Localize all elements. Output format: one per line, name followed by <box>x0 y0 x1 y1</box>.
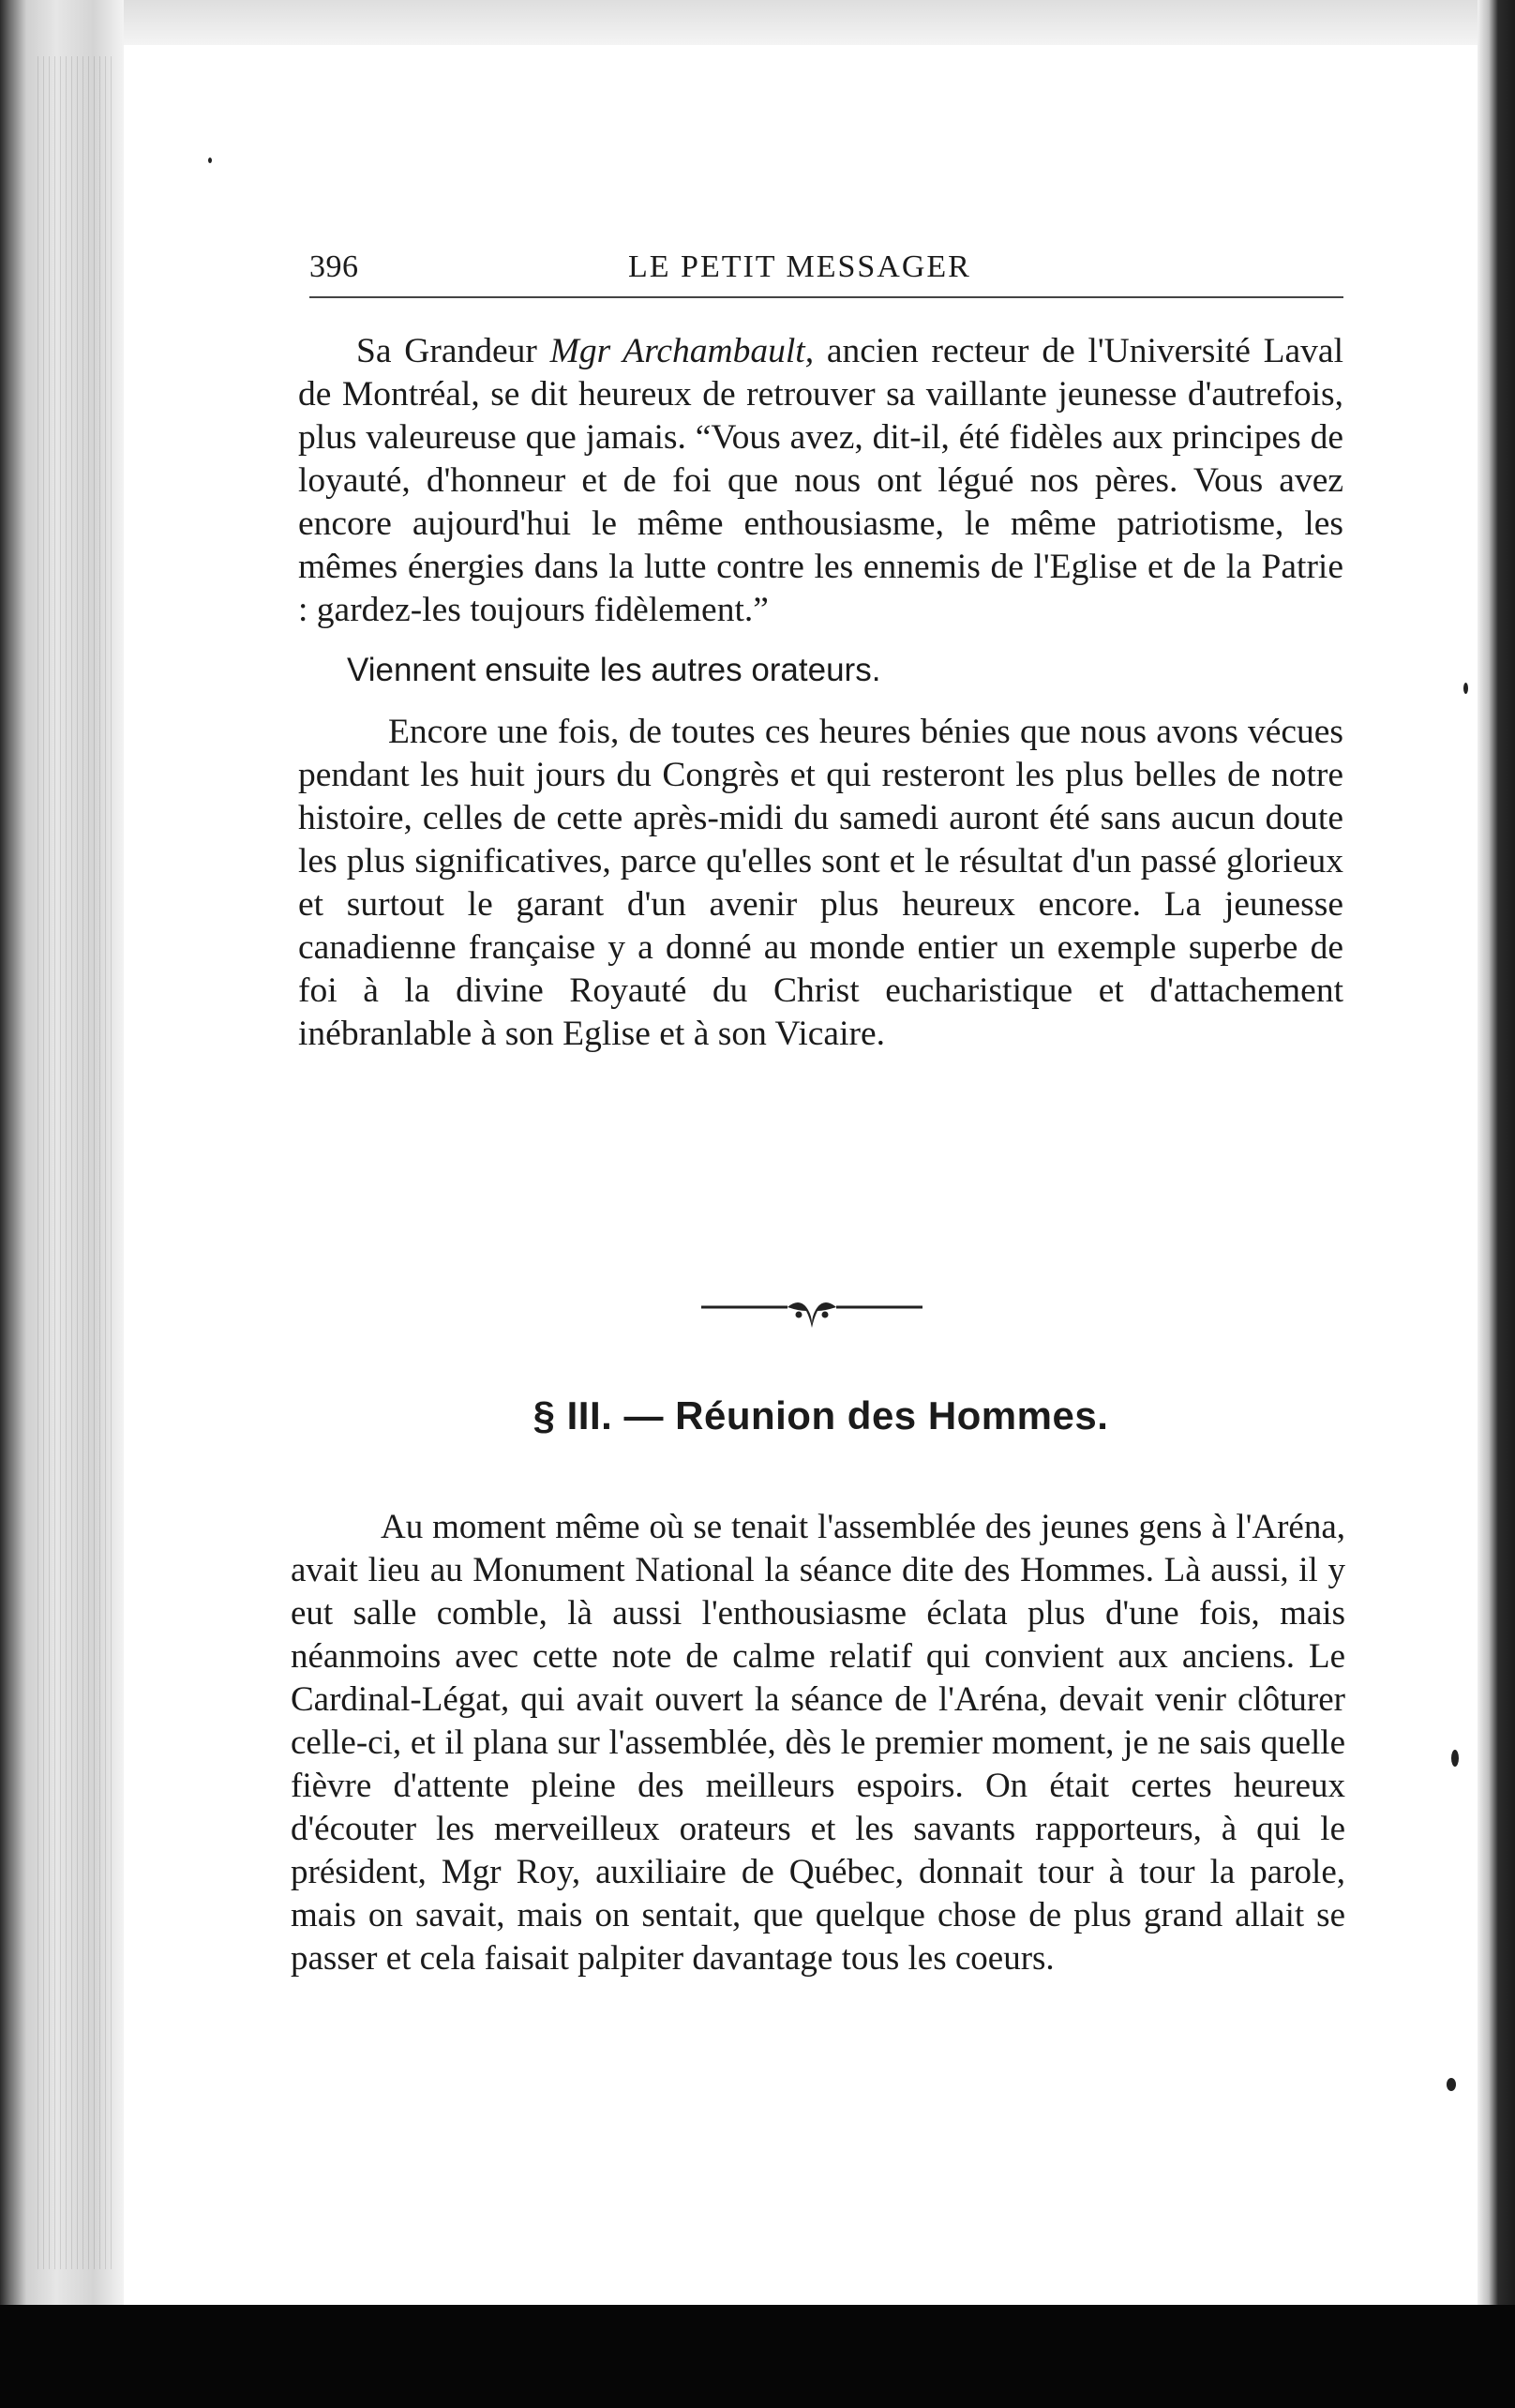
paragraph-lead: Sa Grandeur <box>356 332 550 370</box>
scan-speck <box>1463 683 1468 694</box>
page-number: 396 <box>309 249 359 284</box>
scan-speck <box>1447 2078 1456 2091</box>
fleuron-divider-icon <box>698 1290 926 1332</box>
body-text <box>298 330 1343 1056</box>
book-top-edge <box>124 0 1515 45</box>
book-right-edge <box>1478 0 1515 2408</box>
running-title: LE PETIT MESSAGER <box>628 249 971 284</box>
scan-speck <box>1451 1750 1459 1767</box>
running-head <box>309 242 1343 298</box>
section-body-text <box>291 1506 1345 1980</box>
scan-speck <box>208 158 212 163</box>
paragraph-orateurs: Viennent ensuite les autres orateurs. <box>347 652 881 688</box>
speaker-name: Mgr Archambault, <box>549 332 815 370</box>
paragraph-rest: ancien recteur de l'Université Laval de Montréal, se dit heureux de retrouver sa vaillante jeunesse d'autrefois, plus valeureuse que jamais. “Vous avez, dit-il, été fidèles aux principes de loyauté, d'honneur et de foi que nous ont légué nos pères. Vous avez encore aujourd'hui le même enthousiasme, le même patriotisme, les mêmes énergies dans la lutte contre les ennemis de l'Eglise et de la Patrie : gardez-les toujours fidèlement.” <box>298 332 1343 629</box>
section-heading: § III. — Réunion des Hommes. <box>532 1393 1109 1437</box>
paragraph-encore: Encore une fois, de toutes ces heures bénies que nous avons vécues pendant les huit jours du Congrès et qui resteront les plus belles de notre histoire, celles de cette après-midi du samedi auront été sans aucun doute les plus significatives, parce qu'elles sont et le résultat d'un passé glorieux et surtout le garant d'un avenir plus heureux encore. La jeunesse canadienne française y a donné au monde entier un exemple superbe de foi à la divine Royauté du Christ eucharistique et d'attachement inébranlable à son Eglise et à son Vicaire. <box>298 713 1343 1053</box>
scan-bottom-band <box>0 2305 1515 2408</box>
paragraph-reunion-hommes: Au moment même où se tenait l'assemblée des jeunes gens à l'Aréna, avait lieu au Monument National la séance dite des Hommes. Là aussi, il y eut salle comble, là aussi l'enthousiasme éclata plus d'une fois, mais néanmoins avec cette note de calme relatif qui convient aux anciens. Le Cardinal-Légat, qui avait ouvert la séance de l'Aréna, devait venir clôturer celle-ci, et il plana sur l'assemblée, dès le premier moment, je ne sais quelle fièvre d'attente pleine des meilleurs espoirs. On était certes heureux d'écouter les merveilleux orateurs et les savants rapporteurs, à qui le président, Mgr Roy, auxiliaire de Québec, donnait tour à tour la parole, mais on savait, mais on sentait, que quelque chose de plus grand allait se passer et cela faisait palpiter davantage tous les coeurs. <box>291 1508 1345 1978</box>
page-stack-lines <box>38 56 112 2269</box>
paragraph-archambault <box>298 330 1343 632</box>
